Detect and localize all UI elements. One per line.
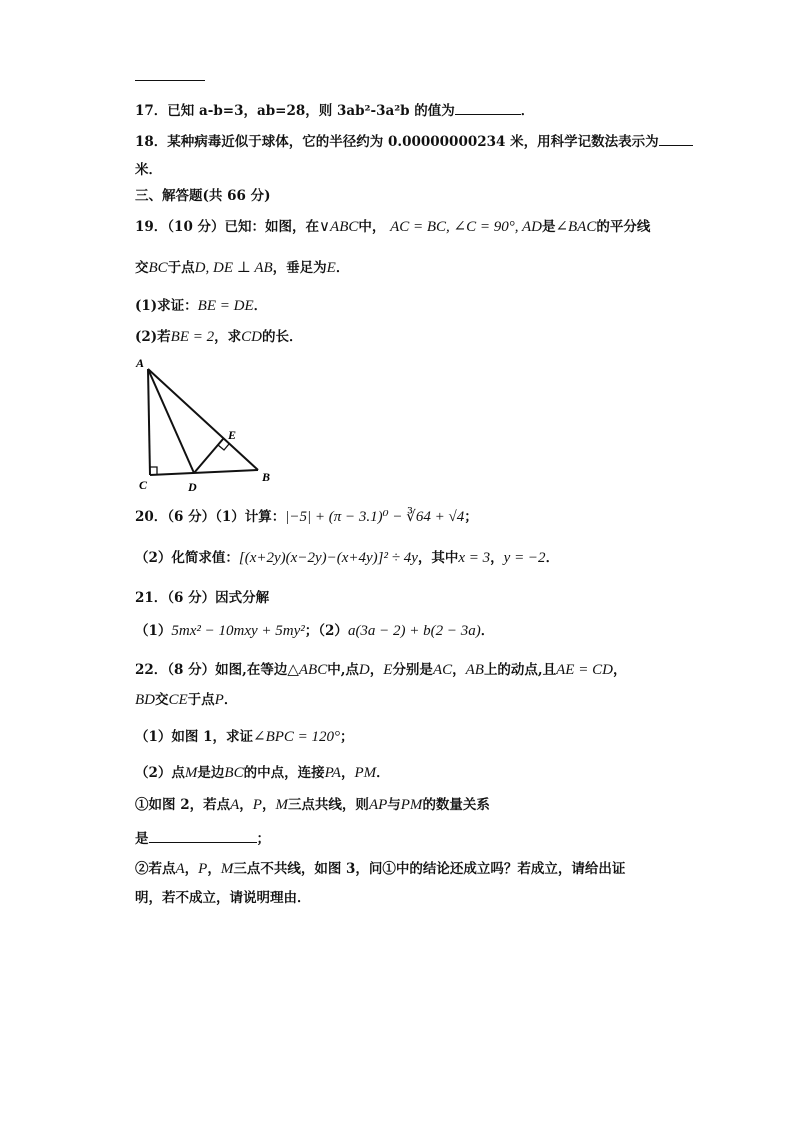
segment-ab — [148, 369, 258, 470]
label-d: D — [188, 480, 197, 493]
math: ∠BPC = 120° — [253, 729, 341, 745]
math: CD — [241, 329, 262, 345]
text: ， — [452, 662, 466, 678]
math: a(3a − 2) + b(2 − 3a) — [347, 623, 481, 639]
text: ， — [340, 765, 355, 781]
math: AE = CD — [556, 662, 613, 678]
label-e: E — [228, 428, 237, 442]
text: ． — [223, 692, 238, 708]
text: ， — [612, 662, 627, 678]
text: ； — [464, 509, 478, 525]
question-number: 21． — [135, 590, 168, 606]
question-19 — [135, 218, 650, 236]
question-21-parts — [135, 622, 494, 640]
text: 中， — [358, 219, 386, 235]
answer-blank[interactable] — [149, 828, 257, 843]
right-angle-mark-e — [218, 444, 229, 450]
label-c: C — [139, 478, 148, 492]
question-22 — [135, 661, 626, 679]
math: BC — [148, 260, 168, 276]
question-19-part1 — [135, 297, 267, 315]
text: ②若点 — [135, 861, 176, 877]
math: AC — [432, 662, 453, 678]
text: 的数量关系 — [422, 797, 490, 813]
segment-ac — [148, 369, 150, 475]
question-21 — [135, 589, 269, 607]
math: AP — [368, 797, 388, 813]
math: y = −2 — [503, 550, 546, 566]
question-18-tail — [135, 161, 162, 179]
segment-ad — [148, 369, 194, 473]
answer-blank[interactable] — [455, 100, 521, 115]
segment-de — [194, 439, 223, 473]
text: 因式分解 — [215, 590, 270, 606]
section-heading — [135, 187, 270, 205]
text: 上的动点,且 — [483, 662, 557, 678]
question-22-sub1-answer — [135, 828, 270, 848]
punct: ． — [520, 103, 535, 119]
text: 三点共线，则 — [287, 797, 369, 813]
text: （1） — [135, 623, 172, 639]
text: ． — [253, 298, 268, 314]
question-22-sub1 — [135, 796, 490, 814]
math: P — [214, 692, 224, 708]
math: D — [358, 662, 370, 678]
text: ；（2） — [304, 623, 348, 639]
text: 三点不共线，如图 3，问①中的结论还成立吗？若成立，请给出证 — [233, 861, 626, 877]
text: （1）如图 1，求证 — [135, 729, 253, 745]
question-22-sub2-tail — [135, 889, 311, 907]
text: 明，若不成立，请说明理由． — [135, 890, 311, 906]
section-title: 三、解答题(共 66 分) — [135, 188, 271, 204]
math: AC = BC, ∠C = 90°, AD — [390, 219, 542, 235]
label-b: B — [262, 470, 271, 484]
text: ， — [207, 861, 221, 877]
text: ①如图 2，若点 — [135, 797, 231, 813]
text: 中,点 — [327, 662, 359, 678]
text: ． — [545, 550, 560, 566]
math: [(x+2y)(x−2y)−(x+4y)]² ÷ 4y — [238, 550, 418, 566]
question-17 — [135, 100, 534, 120]
question-22-line2 — [135, 691, 237, 709]
answer-blank[interactable] — [659, 131, 693, 146]
question-22-sub2 — [135, 860, 625, 878]
question-number: 18． — [135, 134, 168, 150]
text: ． — [376, 765, 390, 781]
math: BE = 2 — [170, 329, 215, 345]
text: 的平分线 — [596, 219, 651, 235]
triangle-figure — [130, 353, 280, 493]
text: ， — [261, 797, 276, 813]
question-20 — [135, 508, 478, 526]
math: PA — [324, 765, 341, 781]
text: 交 — [155, 692, 169, 708]
math: A — [230, 797, 240, 813]
math: M — [184, 765, 198, 781]
text: ， — [490, 550, 504, 566]
math: ∠BAC — [555, 219, 597, 235]
text: ． — [335, 260, 350, 276]
text: 是边 — [197, 765, 225, 781]
question-number: 20． — [135, 509, 168, 525]
math: BE = DE — [197, 298, 254, 314]
score: （10 分） — [167, 219, 225, 235]
right-angle-mark-c — [150, 467, 157, 474]
text: 分别是 — [392, 662, 433, 678]
text: ． — [480, 623, 495, 639]
text: ，其中 — [417, 550, 459, 566]
question-text: 已知 a-b=3，ab=28，则 3ab²-3a²b 的值为 — [167, 103, 455, 119]
text: 是 — [541, 219, 556, 235]
text: (1)求证： — [135, 298, 198, 314]
math: ∨ABC — [319, 219, 359, 235]
text: 的中点，连接 — [243, 765, 325, 781]
text: 交 — [135, 260, 149, 276]
question-19-line2 — [135, 259, 349, 277]
math: △ABC — [287, 662, 328, 678]
math: E — [383, 662, 393, 678]
text: ； — [340, 729, 354, 745]
question-text: 某种病毒近似于球体，它的半径约为 0.00000000234 米，用科学记数法表示为 — [167, 134, 659, 150]
label-a: A — [136, 356, 145, 370]
math: PM — [354, 765, 377, 781]
score: （6 分） — [167, 590, 216, 606]
text: ，垂足为 — [272, 260, 327, 276]
math: CE — [168, 692, 188, 708]
math: AB — [465, 662, 484, 678]
math: BC — [224, 765, 244, 781]
score: （6 分） — [167, 509, 216, 525]
text: （2）化简求值： — [135, 550, 239, 566]
text: 与 — [387, 797, 401, 813]
text: 的长． — [261, 329, 303, 345]
question-number: 22． — [135, 662, 168, 678]
math: P — [252, 797, 262, 813]
math: |−5| + (π − 3.1)⁰ − ∛64 + √4 — [285, 509, 465, 525]
text: ； — [256, 831, 270, 847]
question-20-part2 — [135, 549, 559, 567]
question-22-part1 — [135, 728, 354, 746]
math: PM — [400, 797, 423, 813]
math: A — [175, 861, 185, 877]
question-22-part2 — [135, 764, 390, 782]
question-18 — [135, 131, 693, 151]
text: ， — [239, 797, 253, 813]
answer-blank-line — [135, 80, 205, 81]
math: M — [275, 797, 288, 813]
math: x = 3 — [458, 550, 491, 566]
question-19-part2 — [135, 328, 302, 346]
question-number: 17． — [135, 103, 168, 119]
math: BD — [135, 692, 155, 708]
text: （1）计算： — [215, 509, 286, 525]
text: 于点 — [167, 260, 195, 276]
text: (2)若 — [135, 329, 171, 345]
text: 已知：如图，在 — [224, 219, 320, 235]
math: 5mx² − 10mxy + 5my² — [171, 623, 305, 639]
text: 如图,在等边 — [215, 662, 288, 678]
text: （2）点 — [135, 765, 185, 781]
math: P — [198, 861, 208, 877]
question-text: 米． — [135, 162, 162, 178]
text: ， — [369, 662, 384, 678]
score: （8 分） — [167, 662, 216, 678]
segment-cb — [150, 470, 258, 475]
text: ， — [184, 861, 199, 877]
math: D, DE ⊥ AB — [194, 260, 273, 276]
text: ，求 — [214, 329, 242, 345]
math: M — [220, 861, 234, 877]
question-number: 19． — [135, 219, 168, 235]
text: 于点 — [187, 692, 215, 708]
text: 是 — [135, 831, 149, 847]
math: E — [326, 260, 336, 276]
